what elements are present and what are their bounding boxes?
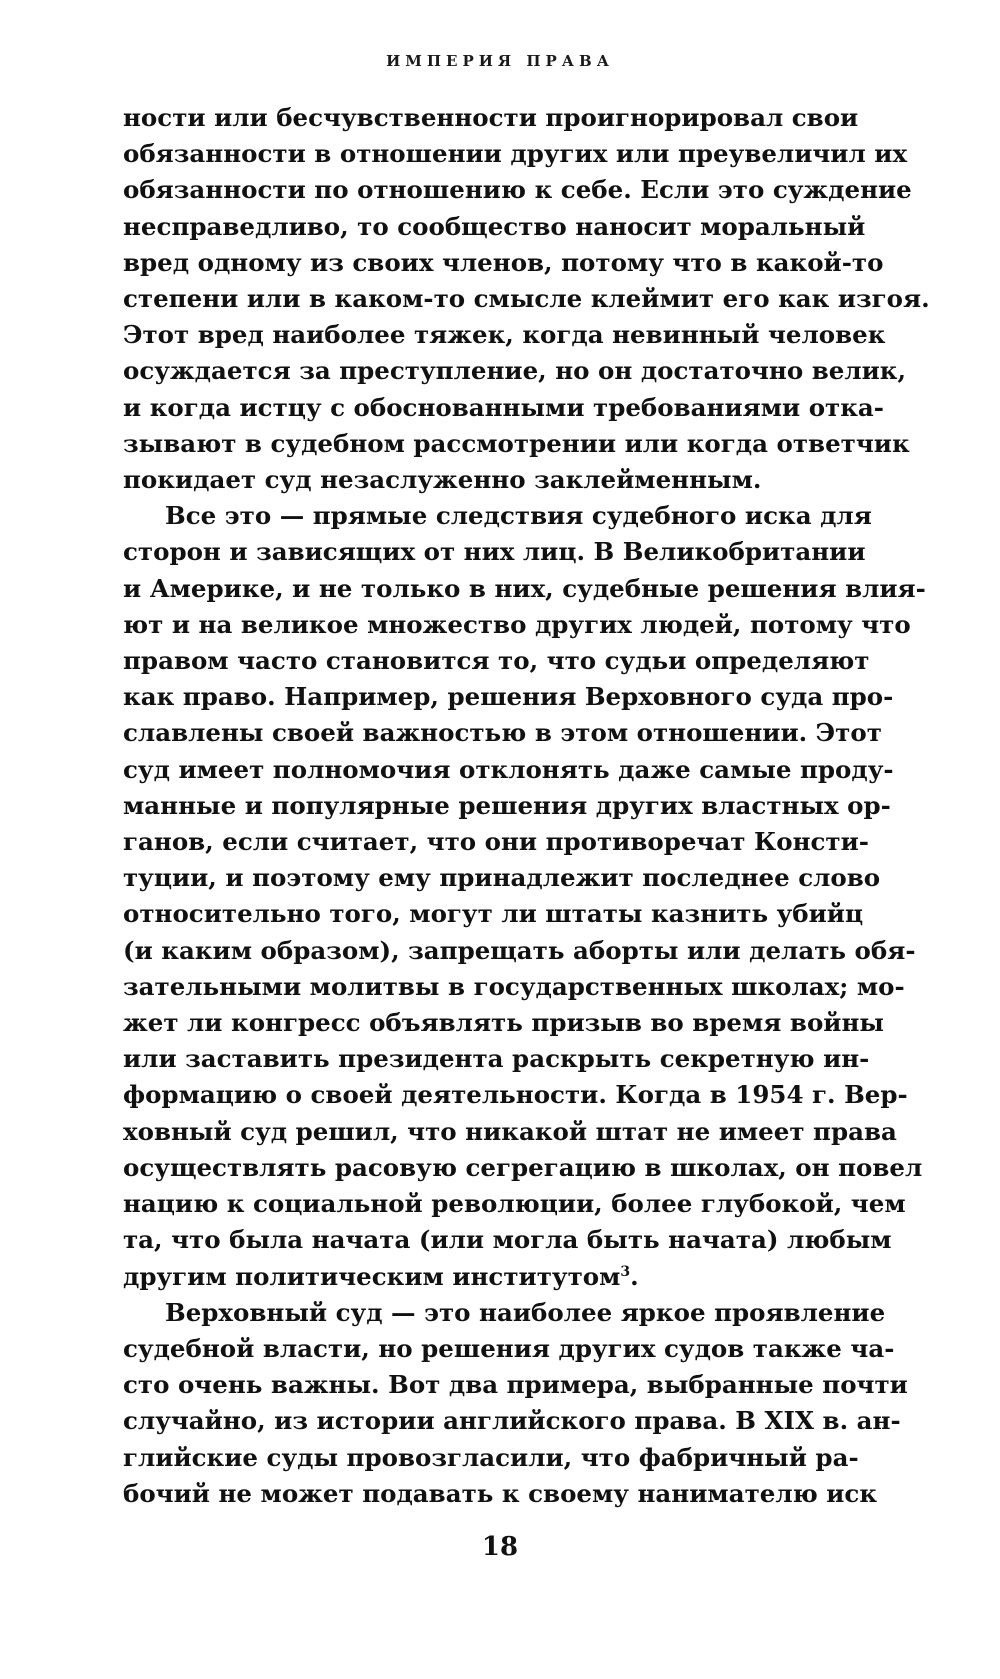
body-text — [123, 100, 930, 1512]
text-line: ности или бесчувственности проигнорировал свои — [123, 103, 859, 132]
text-line: суд имеет полномочия отклонять даже самые проду- — [123, 754, 894, 784]
sentence-end: . — [630, 1261, 639, 1291]
text-line: ганов, если считает, что они противоречат Консти- — [123, 827, 869, 857]
text-line-with-footnote — [123, 1259, 845, 1295]
paragraph-2 — [123, 498, 926, 1294]
text-line: жет ли конгресс объявлять призыв во время войны — [123, 1008, 884, 1038]
text-line: глийские суды провозгласили, что фабричный ра- — [123, 1442, 859, 1472]
text-line: ют и на великое множество других людей, потому что — [123, 609, 911, 639]
text-line: Все это — прямые следствия судебного иска для — [165, 501, 872, 531]
text-line: та, что была начата (или могла быть начата) любым — [123, 1225, 892, 1255]
text-line: (и каким образом), запрещать аборты или делать обя- — [123, 935, 916, 965]
text-line: обязанности по отношению к себе. Если это суждение — [123, 175, 912, 205]
text-line: относительно того, могут ли штаты казнить убийц — [123, 899, 864, 929]
text-line: осуждается за преступление, но он достаточно велик, — [123, 356, 907, 386]
text-line: манные и популярные решения других властных ор- — [123, 790, 891, 820]
text-line: Этот вред наиболее тяжек, когда невинный человек — [123, 320, 886, 350]
text-line: или заставить президента раскрыть секретную ин- — [123, 1044, 870, 1074]
text-line: славлены своей важностью в этом отношении. Этот — [123, 718, 882, 748]
text-line: правом часто становится то, что судьи определяют — [123, 646, 870, 676]
text-line: Верховный суд — это наиболее яркое проявление — [165, 1297, 886, 1327]
text-line-content: другим политическим институтом — [123, 1261, 621, 1291]
text-line: туции, и поэтому ему принадлежит последнее слово — [123, 863, 881, 893]
text-line: зательными молитвы в государственных школах; мо- — [123, 971, 905, 1001]
paragraph-3 — [123, 1295, 908, 1512]
paragraph-1 — [123, 100, 930, 498]
text-line: судебной власти, но решения других судов также ча- — [123, 1333, 895, 1363]
running-head: ИМПЕРИЯ ПРАВА — [386, 52, 614, 70]
text-line: формацию о своей деятельности. Когда в 1954 г. Вер- — [123, 1080, 908, 1110]
page-number: 18 — [481, 1532, 519, 1562]
text-line: зывают в судебном рассмотрении или когда ответчик — [123, 428, 910, 458]
text-line: бочий не может подавать к своему нанимателю иск — [123, 1478, 878, 1508]
footnote-reference[interactable]: 3 — [620, 1263, 631, 1280]
text-line: несправедливо, то сообщество наносит моральный — [123, 211, 866, 241]
text-line: сторон и зависящих от них лиц. В Великобритании — [123, 537, 866, 567]
text-line: осуществлять расовую сегрегацию в школах, он повел — [123, 1152, 923, 1182]
text-line: и когда истцу с обоснованными требованиями отка- — [123, 392, 884, 422]
text-line: покидает суд незаслуженно заклейменным. — [123, 465, 762, 495]
text-line: степени или в каком-то смысле клеймит его как изгоя. — [123, 284, 930, 314]
text-line: обязанности в отношении других или преувеличил их — [123, 139, 908, 169]
text-line: сто очень важны. Вот два примера, выбранные почти — [123, 1370, 908, 1400]
text-line: случайно, из истории английского права. В XIX в. ан- — [123, 1406, 901, 1436]
text-line: и Америке, и не только в них, судебные решения влия- — [123, 573, 926, 603]
text-line: вред одному из своих членов, потому что в какой-то — [123, 247, 884, 277]
text-line: нацию к социальной революции, более глубокой, чем — [123, 1189, 906, 1219]
text-line: ховный суд решил, что никакой штат не имеет права — [123, 1116, 897, 1146]
text-line: как право. Например, решения Верховного суда про- — [123, 682, 894, 712]
